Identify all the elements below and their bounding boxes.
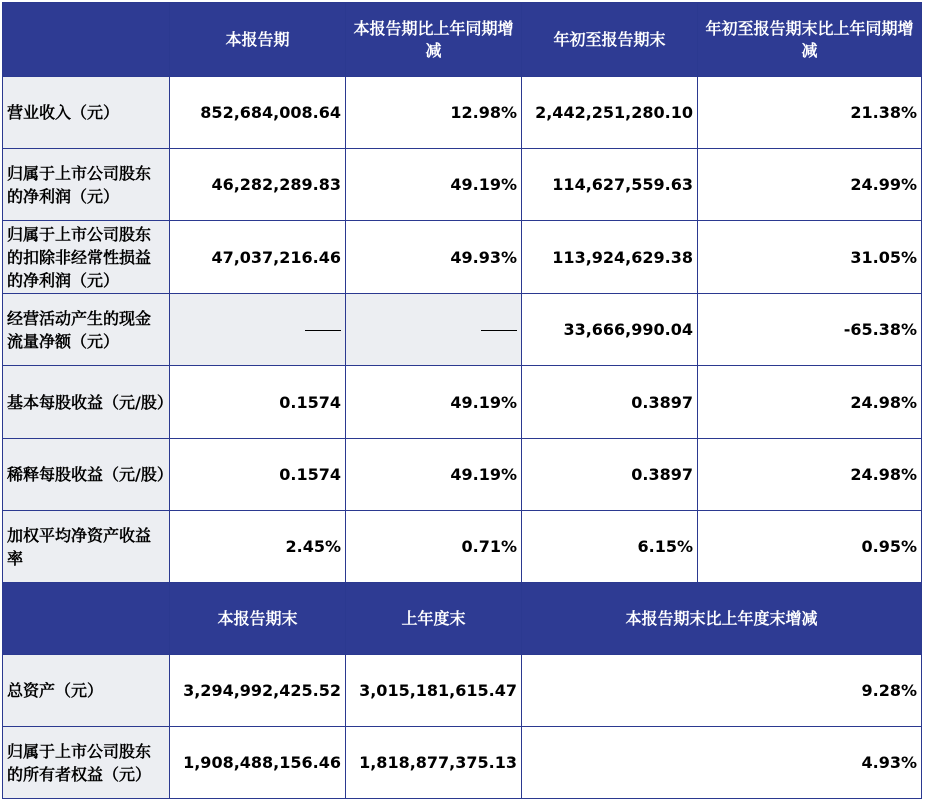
header-ytd: 年初至报告期末 bbox=[522, 3, 698, 77]
cell-value: 0.3897 bbox=[522, 439, 698, 511]
header-prior-year-end: 上年度末 bbox=[346, 583, 522, 655]
header-ytd-yoy: 年初至报告期末比上年同期增减 bbox=[698, 3, 922, 77]
header-period-end: 本报告期末 bbox=[170, 583, 346, 655]
dash-mark bbox=[305, 330, 341, 331]
cell-value: 24.98% bbox=[698, 366, 922, 439]
table-row bbox=[3, 294, 922, 366]
cell-value: 1,818,877,375.13 bbox=[346, 727, 522, 799]
table-row bbox=[3, 77, 922, 149]
table-row bbox=[3, 149, 922, 221]
header-row-2 bbox=[3, 583, 922, 655]
cell-value: 0.1574 bbox=[170, 366, 346, 439]
cell-value: 49.19% bbox=[346, 149, 522, 221]
cell-value: 47,037,216.46 bbox=[170, 221, 346, 294]
cell-value: 49.19% bbox=[346, 366, 522, 439]
table-row bbox=[3, 439, 922, 511]
row-label: 基本每股收益（元/股） bbox=[3, 366, 170, 439]
row-label: 营业收入（元） bbox=[3, 77, 170, 149]
table-row bbox=[3, 727, 922, 799]
row-label: 经营活动产生的现金流量净额（元） bbox=[3, 294, 170, 366]
row-label: 加权平均净资产收益率 bbox=[3, 511, 170, 583]
header-corner-2 bbox=[3, 583, 170, 655]
row-label: 归属于上市公司股东的扣除非经常性损益的净利润（元） bbox=[3, 221, 170, 294]
header-corner bbox=[3, 3, 170, 77]
cell-value: 114,627,559.63 bbox=[522, 149, 698, 221]
cell-value: 24.98% bbox=[698, 439, 922, 511]
cell-value: 2,442,251,280.10 bbox=[522, 77, 698, 149]
cell-value: 6.15% bbox=[522, 511, 698, 583]
cell-value: -65.38% bbox=[698, 294, 922, 366]
cell-value: 3,294,992,425.52 bbox=[170, 655, 346, 727]
cell-value: 31.05% bbox=[698, 221, 922, 294]
cell-value: 0.95% bbox=[698, 511, 922, 583]
cell-value: 852,684,008.64 bbox=[170, 77, 346, 149]
row-label: 总资产（元） bbox=[3, 655, 170, 727]
header-current-period-yoy: 本报告期比上年同期增减 bbox=[346, 3, 522, 77]
cell-value: 2.45% bbox=[170, 511, 346, 583]
cell-value: 3,015,181,615.47 bbox=[346, 655, 522, 727]
table-row bbox=[3, 221, 922, 294]
header-period-end-change: 本报告期末比上年度末增减 bbox=[522, 583, 922, 655]
cell-value: 0.3897 bbox=[522, 366, 698, 439]
header-row-1 bbox=[3, 3, 922, 77]
table-row bbox=[3, 511, 922, 583]
header-current-period: 本报告期 bbox=[170, 3, 346, 77]
cell-value: 46,282,289.83 bbox=[170, 149, 346, 221]
cell-value: 21.38% bbox=[698, 77, 922, 149]
financial-summary-table bbox=[2, 2, 922, 799]
cell-not-applicable bbox=[170, 294, 346, 366]
cell-value: 49.19% bbox=[346, 439, 522, 511]
cell-value: 49.93% bbox=[346, 221, 522, 294]
dash-mark bbox=[481, 330, 517, 331]
cell-value: 1,908,488,156.46 bbox=[170, 727, 346, 799]
row-label: 归属于上市公司股东的所有者权益（元） bbox=[3, 727, 170, 799]
cell-value: 24.99% bbox=[698, 149, 922, 221]
table-row bbox=[3, 366, 922, 439]
cell-value: 113,924,629.38 bbox=[522, 221, 698, 294]
cell-not-applicable bbox=[346, 294, 522, 366]
cell-value: 9.28% bbox=[522, 655, 922, 727]
table-row bbox=[3, 655, 922, 727]
cell-value: 33,666,990.04 bbox=[522, 294, 698, 366]
cell-value: 4.93% bbox=[522, 727, 922, 799]
cell-value: 0.71% bbox=[346, 511, 522, 583]
row-label: 归属于上市公司股东的净利润（元） bbox=[3, 149, 170, 221]
cell-value: 12.98% bbox=[346, 77, 522, 149]
cell-value: 0.1574 bbox=[170, 439, 346, 511]
row-label: 稀释每股收益（元/股） bbox=[3, 439, 170, 511]
